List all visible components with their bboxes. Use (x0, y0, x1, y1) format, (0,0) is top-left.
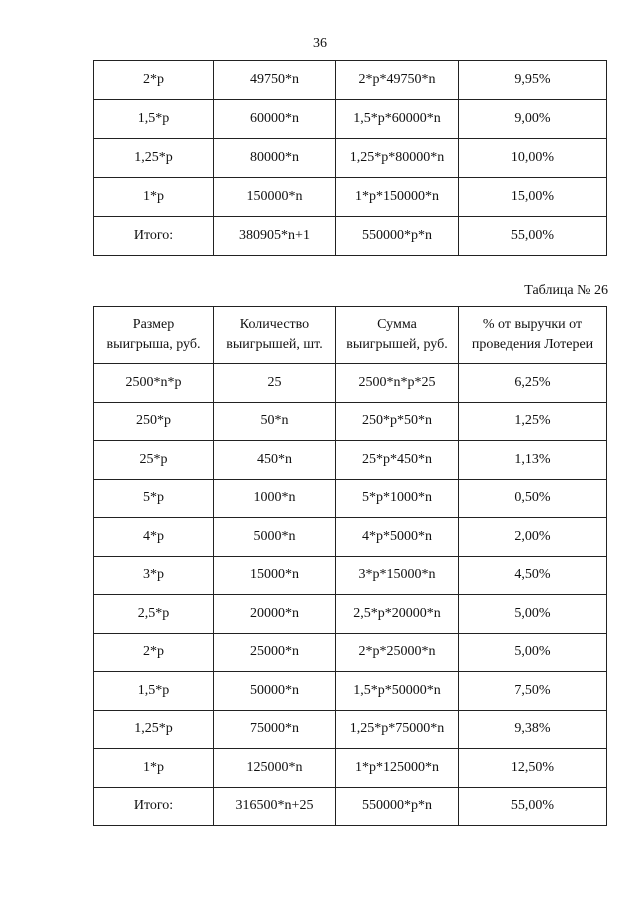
cell-prize-sum: 2,5*р*20000*n (336, 595, 459, 634)
cell-prize-size: 1,5*р (94, 100, 214, 139)
table-caption: Таблица № 26 (524, 283, 608, 298)
cell-revenue-percent: 15,00% (459, 178, 607, 217)
cell-prize-count: 49750*n (214, 61, 336, 100)
cell-prize-sum: 3*р*15000*n (336, 556, 459, 595)
table-row (94, 139, 607, 178)
cell-prize-size: 1*р (94, 178, 214, 217)
cell-prize-size: 1,25*р (94, 710, 214, 749)
cell-prize-sum: 1,25*р*80000*n (336, 139, 459, 178)
cell-prize-size: 2,5*р (94, 595, 214, 634)
table-row (94, 402, 607, 441)
cell-revenue-percent: 4,50% (459, 556, 607, 595)
cell-prize-count: 5000*n (214, 518, 336, 557)
cell-revenue-percent: 9,38% (459, 710, 607, 749)
header-prize-count: Количество выигрышей, шт. (214, 307, 336, 364)
table-row (94, 61, 607, 100)
cell-prize-sum: 2*р*25000*n (336, 633, 459, 672)
cell-prize-count: 80000*n (214, 139, 336, 178)
cell-prize-size: 5*р (94, 479, 214, 518)
cell-revenue-percent: 5,00% (459, 633, 607, 672)
header-revenue-percent: % от выручки от проведения Лотереи (459, 307, 607, 364)
cell-prize-size: 1*р (94, 749, 214, 788)
table-header-row (94, 307, 607, 364)
cell-revenue-percent: 9,00% (459, 100, 607, 139)
cell-prize-size: 2500*n*р (94, 364, 214, 403)
cell-prize-sum: 2*р*49750*n (336, 61, 459, 100)
cell-prize-count: 450*n (214, 441, 336, 480)
prize-table-continued-body (94, 61, 607, 256)
prize-table-26 (93, 306, 607, 826)
cell-prize-count: 380905*n+1 (214, 217, 336, 256)
header-prize-size: Размер выигрыша, руб. (94, 307, 214, 364)
cell-prize-count: 25000*n (214, 633, 336, 672)
cell-prize-size: 4*р (94, 518, 214, 557)
table-row (94, 217, 607, 256)
cell-revenue-percent: 6,25% (459, 364, 607, 403)
table-row (94, 441, 607, 480)
cell-prize-count: 75000*n (214, 710, 336, 749)
cell-prize-sum: 5*р*1000*n (336, 479, 459, 518)
table-row (94, 633, 607, 672)
cell-revenue-percent: 1,25% (459, 402, 607, 441)
cell-prize-size: 1,5*р (94, 672, 214, 711)
cell-prize-size: 25*р (94, 441, 214, 480)
table-row (94, 595, 607, 634)
table-row (94, 364, 607, 403)
table-row (94, 710, 607, 749)
cell-prize-size: Итого: (94, 217, 214, 256)
table-row (94, 672, 607, 711)
cell-revenue-percent: 55,00% (459, 787, 607, 826)
cell-revenue-percent: 55,00% (459, 217, 607, 256)
cell-prize-count: 1000*n (214, 479, 336, 518)
cell-prize-sum: 1,25*р*75000*n (336, 710, 459, 749)
cell-prize-sum: 4*р*5000*n (336, 518, 459, 557)
cell-prize-size: 2*р (94, 61, 214, 100)
cell-prize-count: 25 (214, 364, 336, 403)
cell-revenue-percent: 1,13% (459, 441, 607, 480)
cell-prize-size: Итого: (94, 787, 214, 826)
cell-prize-size: 1,25*р (94, 139, 214, 178)
cell-prize-sum: 250*р*50*n (336, 402, 459, 441)
table-row (94, 178, 607, 217)
prize-table-26-body (94, 364, 607, 826)
cell-prize-size: 3*р (94, 556, 214, 595)
cell-revenue-percent: 10,00% (459, 139, 607, 178)
cell-prize-count: 15000*n (214, 556, 336, 595)
table-row (94, 479, 607, 518)
cell-revenue-percent: 9,95% (459, 61, 607, 100)
cell-prize-count: 125000*n (214, 749, 336, 788)
cell-prize-sum: 1,5*р*50000*n (336, 672, 459, 711)
cell-revenue-percent: 0,50% (459, 479, 607, 518)
cell-prize-count: 60000*n (214, 100, 336, 139)
cell-revenue-percent: 12,50% (459, 749, 607, 788)
table-row (94, 518, 607, 557)
cell-prize-size: 250*р (94, 402, 214, 441)
cell-prize-count: 316500*n+25 (214, 787, 336, 826)
cell-prize-count: 50*n (214, 402, 336, 441)
cell-prize-count: 20000*n (214, 595, 336, 634)
cell-prize-sum: 25*р*450*n (336, 441, 459, 480)
cell-prize-count: 150000*n (214, 178, 336, 217)
cell-prize-sum: 550000*р*n (336, 787, 459, 826)
cell-prize-sum: 2500*n*р*25 (336, 364, 459, 403)
prize-table-continued (93, 60, 607, 256)
table-row (94, 749, 607, 788)
page-number: 36 (313, 36, 327, 51)
table-row (94, 556, 607, 595)
cell-prize-count: 50000*n (214, 672, 336, 711)
cell-revenue-percent: 7,50% (459, 672, 607, 711)
table-row (94, 787, 607, 826)
cell-prize-sum: 1*р*150000*n (336, 178, 459, 217)
cell-prize-sum: 1,5*р*60000*n (336, 100, 459, 139)
cell-revenue-percent: 5,00% (459, 595, 607, 634)
table-row (94, 100, 607, 139)
cell-prize-size: 2*р (94, 633, 214, 672)
cell-prize-sum: 550000*р*n (336, 217, 459, 256)
cell-prize-sum: 1*р*125000*n (336, 749, 459, 788)
header-prize-sum: Сумма выигрышей, руб. (336, 307, 459, 364)
cell-revenue-percent: 2,00% (459, 518, 607, 557)
